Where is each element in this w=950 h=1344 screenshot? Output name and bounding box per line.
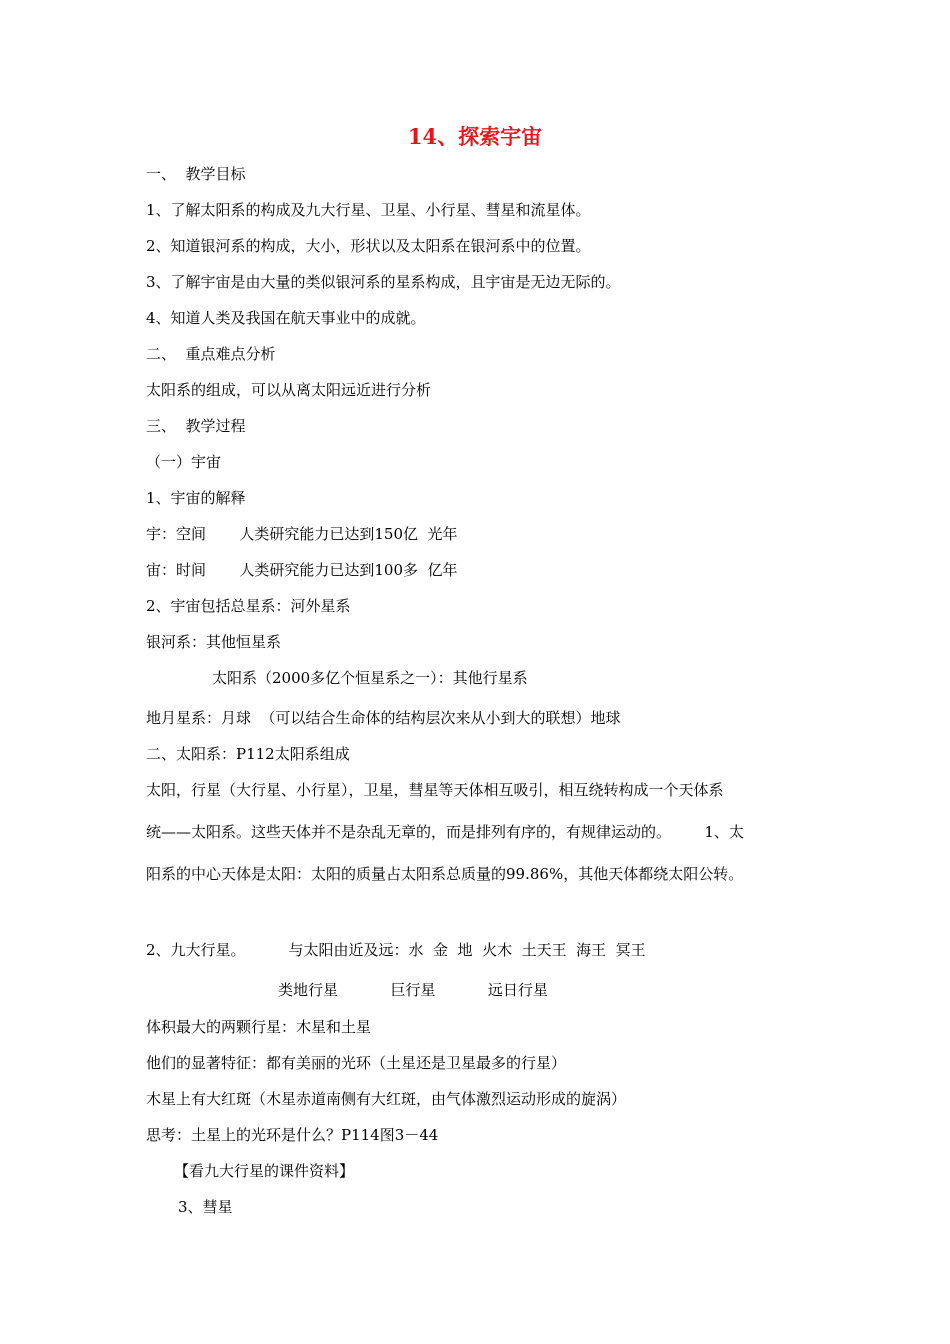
paragraph: 【看九大行星的课件资料】 <box>174 1162 355 1180</box>
paragraph: 宙：时间 人类研究能力已达到100多 亿年 <box>146 561 458 579</box>
section-heading-key-points: 二、 重点难点分析 <box>146 345 276 363</box>
paragraph: 3、彗星 <box>178 1198 233 1216</box>
paragraph: 他们的显著特征：都有美丽的光环（土星还是卫星最多的行星） <box>146 1054 567 1072</box>
paragraph: 太阳，行星（大行星、小行星），卫星，彗星等天体相互吸引，相互绕转构成一个天体系 <box>146 781 724 799</box>
objective-item: 2、知道银河系的构成，大小，形状以及太阳系在银河系中的位置。 <box>146 237 591 255</box>
paragraph: 2、九大行星。 与太阳由近及远：水 金 地 火木 土天王 海王 冥王 <box>146 941 646 959</box>
paragraph: 体积最大的两颗行星：木星和土星 <box>146 1018 372 1036</box>
document-title: 14、探索宇宙 <box>407 124 543 149</box>
paragraph: 2、宇宙包括总星系：河外星系 <box>146 597 351 615</box>
paragraph: 银河系：其他恒星系 <box>146 633 282 651</box>
section-heading-process: 三、 教学过程 <box>146 417 246 435</box>
subsection-heading: （一）宇宙 <box>146 453 222 471</box>
paragraph: 1、宇宙的解释 <box>146 489 246 507</box>
section-heading-objectives: 一、 教学目标 <box>146 165 246 183</box>
objective-item: 3、了解宇宙是由大量的类似银河系的星系构成，且宇宙是无边无际的。 <box>146 273 621 291</box>
paragraph: 统——太阳系。这些天体并不是杂乱无章的，而是排列有序的，有规律运动的。 1、太 <box>146 823 744 841</box>
paragraph: 宇：空间 人类研究能力已达到150亿 光年 <box>146 525 458 543</box>
paragraph: 阳系的中心天体是太阳：太阳的质量占太阳系总质量的99.86%，其他天体都绕太阳公转。 <box>146 865 744 883</box>
objective-item: 1、了解太阳系的构成及九大行星、卫星、小行星、彗星和流星体。 <box>146 201 591 219</box>
paragraph: 地月星系：月球 （可以结合生命体的结构层次来从小到大的联想）地球 <box>146 709 621 727</box>
paragraph: 太阳系的组成，可以从离太阳远近进行分析 <box>146 381 432 399</box>
paragraph: 木星上有大红斑（木星赤道南侧有大红斑，由气体激烈运动形成的旋涡） <box>146 1090 627 1108</box>
planet-categories: 类地行星 巨行星 远日行星 <box>278 981 548 999</box>
section-heading-solar-system: 二、太阳系：P112太阳系组成 <box>146 745 350 763</box>
paragraph: 思考：土星上的光环是什么？P114图3－44 <box>146 1126 439 1144</box>
paragraph: 太阳系（2000多亿个恒星系之一）：其他行星系 <box>212 669 528 687</box>
objective-item: 4、知道人类及我国在航天事业中的成就。 <box>146 309 426 327</box>
